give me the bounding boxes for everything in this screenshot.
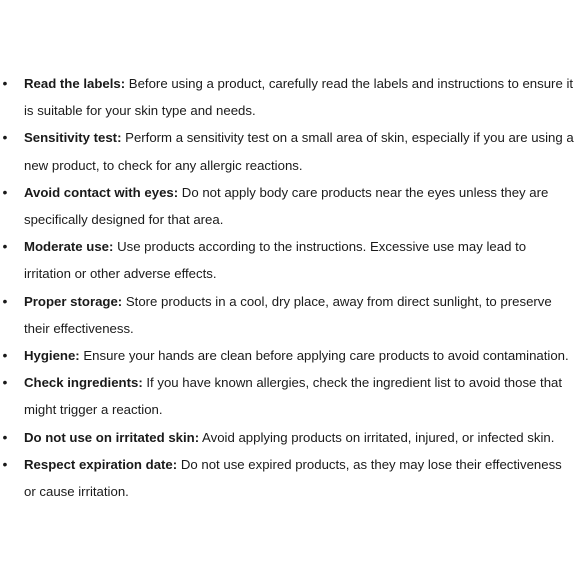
tip-text: Store products in a cool, dry place, away from direct sunlight, to preserve their effectiveness.	[24, 293, 552, 336]
list-item	[0, 424, 578, 451]
tip-text: Use products according to the instructions. Excessive use may lead to irritation or other adverse effects.	[24, 239, 527, 282]
bullet-icon: •	[2, 428, 8, 445]
tips-list	[0, 70, 578, 505]
tip-term: Sensitivity test:	[24, 130, 122, 146]
bullet-icon: •	[2, 292, 8, 309]
list-item	[0, 288, 578, 342]
list-item	[0, 342, 578, 369]
list-item	[0, 70, 578, 124]
list-item	[0, 369, 578, 423]
bullet-icon: •	[2, 455, 8, 472]
tip-term: Hygiene:	[24, 348, 80, 364]
tip-term: Check ingredients:	[24, 375, 143, 391]
tip-text: Before using a product, carefully read the labels and instructions to ensure it is suitable for your skin type and needs.	[24, 76, 574, 119]
bullet-icon: •	[2, 374, 8, 391]
list-item	[0, 451, 578, 505]
tip-text: Do not apply body care products near the eyes unless they are specifically designed for that area.	[24, 184, 549, 228]
tip-text: Avoid applying products on irritated, injured, or infected skin.	[199, 429, 555, 445]
tip-text: If you have known allergies, check the ingredient list to avoid those that might trigger a reaction.	[24, 375, 563, 418]
bullet-icon: •	[2, 347, 8, 364]
tip-term: Avoid contact with eyes:	[24, 184, 179, 200]
bullet-icon: •	[2, 238, 8, 255]
tip-term: Moderate use:	[24, 239, 114, 255]
tip-term: Do not use on irritated skin:	[24, 429, 200, 445]
tip-term: Respect expiration date:	[24, 456, 178, 472]
list-item	[0, 124, 578, 178]
tip-term: Proper storage:	[24, 293, 123, 309]
tip-text: Perform a sensitivity test on a small area of skin, especially if you are using a new product, to check for any allergic reactions.	[24, 130, 574, 173]
tip-text: Do not use expired products, as they may lose their effectiveness or cause irritation.	[24, 456, 562, 500]
list-item	[0, 233, 578, 287]
bullet-icon: •	[2, 183, 8, 200]
list-item	[0, 179, 578, 233]
tip-text: Ensure your hands are clean before applying care products to avoid contamination.	[79, 348, 569, 364]
bullet-icon: •	[2, 129, 8, 146]
document-body	[0, 70, 578, 505]
bullet-icon: •	[2, 75, 8, 91]
tip-term: Read the labels:	[24, 76, 126, 91]
